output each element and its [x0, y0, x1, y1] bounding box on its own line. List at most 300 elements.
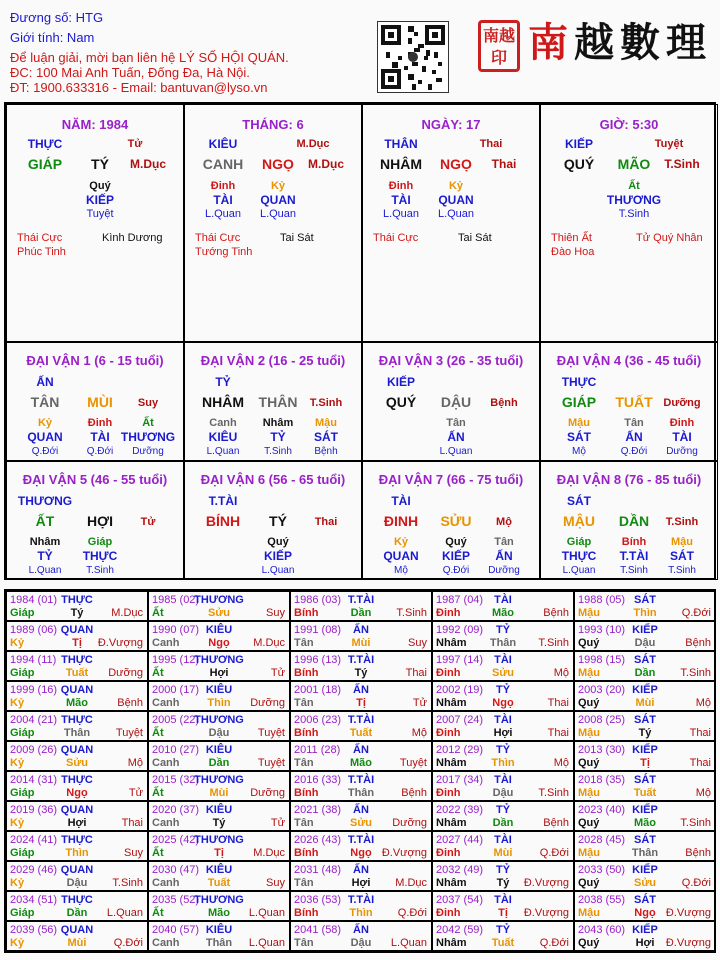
qr-module — [436, 78, 442, 82]
dv-hidden-state: L.Quan — [206, 446, 240, 457]
year-god: KIẾP — [632, 684, 658, 696]
year-state: L.Quan — [390, 937, 427, 949]
pillar-title: NGÀY: 17 — [421, 117, 481, 132]
year-state: Q.Đới — [539, 937, 569, 949]
pillar-cell — [184, 104, 362, 342]
year-god: QUAN — [60, 804, 94, 816]
year-state: Q.Đới — [539, 847, 569, 859]
year-state: Q.Đới — [397, 907, 427, 919]
dv-hidden-stem: Bính — [621, 536, 647, 548]
dv-hidden-god: SÁT — [567, 430, 591, 444]
year-stem: Kỷ — [10, 637, 25, 649]
year-stem: Canh — [152, 817, 180, 829]
year-god: THƯƠNG — [194, 594, 244, 606]
year-state: Dưỡng — [108, 667, 143, 679]
year-state: T.Sinh — [112, 877, 143, 889]
year-stem: Canh — [152, 697, 180, 709]
dai-van-god: TÀI — [391, 494, 411, 508]
year-branch: Ngọ — [634, 907, 656, 919]
year-branch: Mão — [634, 817, 656, 829]
dv-hidden-god: SÁT — [670, 549, 694, 563]
dv-hidden-stem: Đinh — [87, 417, 113, 429]
year-branch: Tuất — [207, 877, 231, 889]
year-stem: Quý — [578, 697, 600, 709]
year-branch: Sửu — [491, 667, 515, 679]
year-state: Mộ — [127, 757, 143, 769]
year-state: Dưỡng — [250, 697, 285, 709]
year-branch: Mão — [350, 757, 372, 769]
year-branch: Dậu — [492, 787, 514, 799]
year-cell — [574, 591, 716, 621]
dv-hidden-state: Dưỡng — [666, 446, 698, 457]
earthly-branch: MÃO — [617, 156, 651, 172]
year-stem: Tân — [294, 757, 314, 769]
year-cell — [574, 741, 716, 771]
dv-hidden-stem: Quý — [445, 536, 467, 548]
year-stem: Canh — [152, 757, 180, 769]
year-cell — [574, 831, 716, 861]
year-branch: Thân — [489, 637, 517, 649]
dai-van-cell — [362, 461, 540, 580]
qr-module — [408, 38, 412, 44]
year-label: 2043 (60) — [578, 924, 626, 936]
year-cell — [148, 801, 290, 831]
year-state: Đ.Vượng — [381, 847, 427, 859]
year-cell — [432, 681, 574, 711]
year-label: 2022 (39) — [436, 804, 484, 816]
year-branch: Tuất — [349, 727, 373, 739]
year-cell — [574, 921, 716, 951]
year-branch: Mão — [208, 907, 230, 919]
year-label: 1984 (01) — [10, 594, 58, 606]
hidden-god: QUAN — [438, 193, 474, 207]
year-cell — [148, 771, 290, 801]
dv-hidden-god: ẤN — [495, 549, 513, 563]
year-branch: Thìn — [349, 907, 373, 919]
year-god: KIẾP — [632, 924, 658, 936]
year-label: 1985 (02) — [152, 594, 200, 606]
year-label: 2035 (52) — [152, 894, 200, 906]
year-cell — [574, 711, 716, 741]
hidden-stem: Ất — [628, 180, 640, 192]
year-label: 2006 (23) — [294, 714, 342, 726]
year-god: KIÊU — [205, 864, 233, 876]
year-label: 1990 (07) — [152, 624, 200, 636]
gender: Giới tính: Nam — [10, 30, 95, 45]
year-state: L.Quan — [248, 937, 285, 949]
year-stem: Ất — [152, 667, 164, 679]
brand-char: 越 — [574, 19, 614, 66]
year-branch: Sửu — [207, 607, 231, 619]
year-god: SÁT — [634, 594, 656, 606]
year-label: 2000 (17) — [152, 684, 200, 696]
year-cell — [432, 921, 574, 951]
qr-module — [408, 74, 414, 80]
year-stem: Mậu — [578, 847, 600, 859]
year-state: Tuyệt — [257, 727, 285, 739]
brand-char: 理 — [666, 19, 706, 66]
dv-hidden-stem: Mậu — [671, 536, 693, 548]
qr-code[interactable] — [377, 21, 449, 93]
special-star: Thái Cực — [373, 232, 419, 244]
year-label: 2004 (21) — [10, 714, 58, 726]
year-god: TỶ — [495, 684, 511, 696]
year-branch: Tuất — [65, 667, 89, 679]
year-god: KIÊU — [205, 804, 233, 816]
year-stem: Mậu — [578, 787, 600, 799]
dv-hidden-stem: Mậu — [315, 417, 337, 429]
year-branch: Thìn — [207, 697, 231, 709]
dv-hidden-stem: Tân — [494, 536, 514, 548]
year-branch: Ngọ — [350, 847, 372, 859]
year-branch: Dậu — [634, 637, 656, 649]
year-branch: Dậu — [208, 727, 230, 739]
hidden-state: L.Quan — [437, 208, 475, 220]
year-stem: Kỷ — [10, 817, 25, 829]
qr-module — [432, 70, 436, 74]
year-cell — [6, 831, 148, 861]
year-god: T.TÀI — [347, 654, 375, 666]
year-branch: Tị — [498, 907, 508, 919]
yearly-table — [4, 589, 716, 953]
year-god: SÁT — [634, 774, 656, 786]
year-stem: Quý — [578, 877, 600, 889]
qr-module — [398, 56, 402, 60]
earthly-branch: NGỌ — [440, 156, 472, 172]
year-label: 2028 (45) — [578, 834, 626, 846]
year-god: THƯƠNG — [194, 654, 244, 666]
year-cell — [290, 711, 432, 741]
year-god: KIÊU — [205, 744, 233, 756]
qr-module — [414, 32, 418, 36]
year-god: KIẾP — [632, 864, 658, 876]
dai-van-title: ĐẠI VẬN 3 (26 - 35 tuổi) — [378, 353, 524, 368]
year-cell — [432, 891, 574, 921]
year-label: 2036 (53) — [294, 894, 342, 906]
year-god: TÀI — [494, 714, 512, 726]
pillar-state: M.Dục — [296, 138, 330, 150]
year-state: Dưỡng — [250, 787, 285, 799]
pillar-title: GIỜ: 5:30 — [599, 117, 659, 132]
dv-hidden-state: Q.Đới — [86, 446, 114, 457]
year-god: TỶ — [495, 744, 511, 756]
year-god: THỰC — [61, 594, 93, 606]
year-branch: Tị — [356, 697, 366, 709]
year-state: Đ.Vượng — [523, 907, 569, 919]
year-stem: Mậu — [578, 607, 600, 619]
dai-van-title: ĐẠI VẬN 1 (6 - 15 tuổi) — [26, 353, 164, 368]
year-cell — [148, 921, 290, 951]
year-god: QUAN — [60, 924, 94, 936]
year-label: 2029 (46) — [10, 864, 58, 876]
year-branch: Tý — [496, 877, 510, 889]
hidden-god: TÀI — [213, 193, 233, 207]
year-state: Suy — [266, 877, 285, 889]
year-god: TỶ — [495, 624, 511, 636]
year-branch: Tị — [640, 757, 650, 769]
dai-van-state: Thai — [314, 516, 338, 528]
year-stem: Tân — [294, 637, 314, 649]
dv-hidden-god: QUAN — [27, 430, 63, 444]
special-star: Tướng Tinh — [195, 246, 253, 258]
dai-van-stem: TÂN — [30, 394, 60, 410]
qr-module — [426, 50, 430, 56]
qr-module — [422, 66, 426, 72]
year-label: 1989 (06) — [10, 624, 58, 636]
pillar-title: THÁNG: 6 — [242, 117, 304, 132]
year-state: Bệnh — [685, 847, 711, 859]
dv-hidden-state: T.Sinh — [620, 565, 648, 576]
dai-van-branch: THÂN — [258, 394, 298, 410]
dv-hidden-state: Dưỡng — [132, 446, 164, 457]
dv-hidden-state: L.Quan — [28, 565, 62, 576]
year-label: 2005 (22) — [152, 714, 200, 726]
hidden-god: QUAN — [260, 193, 296, 207]
year-god: ẤN — [353, 624, 369, 636]
year-branch: Dần — [634, 667, 656, 679]
year-branch: Ngọ — [66, 787, 88, 799]
year-god: TÀI — [494, 834, 512, 846]
year-state: L.Quan — [106, 907, 143, 919]
special-star: Kình Dương — [102, 232, 163, 244]
dai-van-state: T.Sinh — [665, 516, 699, 528]
year-cell — [290, 921, 432, 951]
special-star: Tai Sát — [280, 232, 314, 244]
year-stem: Quý — [578, 637, 600, 649]
year-label: 2016 (33) — [294, 774, 342, 786]
year-label: 1991 (08) — [294, 624, 342, 636]
year-cell — [290, 771, 432, 801]
dv-hidden-god: TÀI — [672, 430, 692, 444]
year-state: Bệnh — [543, 817, 569, 829]
year-god: TÀI — [494, 894, 512, 906]
brand-char: 南 — [528, 19, 568, 66]
special-star: Tai Sát — [458, 232, 492, 244]
year-branch: Ngọ — [492, 697, 514, 709]
dv-hidden-god: THƯƠNG — [120, 430, 176, 444]
year-branch: Sửu — [349, 817, 373, 829]
year-god: T.TÀI — [347, 714, 375, 726]
pillar-state: Thai — [479, 138, 503, 150]
dai-van-stem: MẬU — [563, 513, 595, 529]
dai-van-god: THỰC — [561, 375, 597, 389]
year-stem: Bính — [294, 787, 319, 799]
year-label: 2031 (48) — [294, 864, 342, 876]
year-cell — [432, 801, 574, 831]
dai-van-cell — [540, 461, 718, 580]
year-god: THỰC — [61, 774, 93, 786]
year-branch: Dần — [492, 817, 514, 829]
year-state: T.Sinh — [396, 607, 427, 619]
hidden-stem: Kỷ — [448, 180, 464, 192]
year-cell — [574, 801, 716, 831]
dv-hidden-state: T.Sinh — [86, 565, 114, 576]
year-label: 2018 (35) — [578, 774, 626, 786]
pillar-god: KIẾP — [564, 137, 594, 151]
year-branch: Sửu — [633, 877, 657, 889]
year-god: TÀI — [494, 654, 512, 666]
year-branch: Thân — [631, 847, 659, 859]
branch-state: M.Dục — [130, 157, 166, 171]
year-state: Dưỡng — [392, 817, 427, 829]
year-cell — [6, 771, 148, 801]
dai-van-god: TỶ — [215, 375, 231, 389]
dv-hidden-state: T.Sinh — [264, 446, 292, 457]
year-cell — [290, 651, 432, 681]
year-branch: Mùi — [493, 847, 513, 859]
year-cell — [290, 681, 432, 711]
year-cell — [6, 621, 148, 651]
year-stem: Tân — [294, 937, 314, 949]
dai-van-state: Suy — [137, 397, 159, 409]
year-god: THỰC — [61, 714, 93, 726]
year-stem: Bính — [294, 667, 319, 679]
dai-van-cell — [362, 342, 540, 461]
year-state: Tử — [270, 667, 285, 679]
year-god: KIẾP — [632, 744, 658, 756]
year-branch: Thìn — [65, 847, 89, 859]
dai-van-title: ĐẠI VẬN 5 (46 - 55 tuổi) — [22, 472, 168, 487]
year-state: L.Quan — [248, 907, 285, 919]
hidden-god: THƯƠNG — [606, 193, 662, 207]
year-state: T.Sinh — [538, 637, 569, 649]
year-branch: Thân — [205, 937, 233, 949]
year-label: 1994 (11) — [10, 654, 57, 666]
dai-van-branch: HỢI — [87, 513, 113, 529]
year-label: 2025 (42) — [152, 834, 200, 846]
year-label: 2030 (47) — [152, 864, 200, 876]
year-state: Đ.Vượng — [665, 937, 711, 949]
year-label: 1999 (16) — [10, 684, 58, 696]
year-label: 1992 (09) — [436, 624, 484, 636]
year-stem: Nhâm — [436, 637, 467, 649]
year-god: TỶ — [495, 924, 511, 936]
year-label: 2021 (38) — [294, 804, 342, 816]
year-label: 2037 (54) — [436, 894, 484, 906]
dv-hidden-god: TỶ — [270, 430, 286, 444]
dai-van-cell — [6, 342, 184, 461]
year-stem: Quý — [578, 937, 600, 949]
dv-hidden-god: KIẾP — [263, 549, 293, 563]
special-star: Thái Cực — [17, 232, 63, 244]
year-god: KIÊU — [205, 624, 233, 636]
year-label: 2020 (37) — [152, 804, 200, 816]
year-cell — [6, 801, 148, 831]
year-cell — [574, 621, 716, 651]
year-stem: Mậu — [578, 727, 600, 739]
year-label: 1996 (13) — [294, 654, 342, 666]
year-cell — [148, 861, 290, 891]
year-branch: Mão — [492, 607, 514, 619]
hidden-god: KIẾP — [85, 193, 115, 207]
year-stem: Canh — [152, 877, 180, 889]
year-stem: Nhâm — [436, 817, 467, 829]
year-god: T.TÀI — [347, 834, 375, 846]
special-star: Thiên Ất — [551, 232, 592, 244]
year-cell — [574, 651, 716, 681]
year-god: ẤN — [353, 744, 369, 756]
year-state: Tuyệt — [399, 757, 427, 769]
year-label: 2010 (27) — [152, 744, 200, 756]
year-stem: Ất — [152, 727, 164, 739]
year-cell — [432, 711, 574, 741]
year-label: 2033 (50) — [578, 864, 626, 876]
year-stem: Kỷ — [10, 937, 25, 949]
dv-hidden-stem: Nhâm — [262, 417, 294, 429]
dai-van-state: Dưỡng — [663, 397, 701, 409]
brand-logo — [520, 10, 720, 80]
year-cell — [6, 651, 148, 681]
year-state: Tử — [270, 817, 285, 829]
pillar-cell — [362, 104, 540, 342]
year-stem: Đinh — [436, 907, 461, 919]
year-god: SÁT — [634, 654, 656, 666]
year-state: Mộ — [695, 697, 711, 709]
year-label: 2015 (32) — [152, 774, 200, 786]
year-label: 2042 (59) — [436, 924, 484, 936]
hidden-state: L.Quan — [204, 208, 242, 220]
branch-state: T.Sinh — [664, 157, 700, 171]
year-cell — [574, 681, 716, 711]
year-branch: Tị — [214, 847, 224, 859]
year-branch: Mùi — [351, 637, 371, 649]
year-stem: Giáp — [10, 787, 35, 799]
year-state: Suy — [408, 637, 427, 649]
dv-hidden-state: Q.Đới — [442, 565, 470, 576]
qr-module — [404, 66, 408, 70]
year-state: Mộ — [553, 667, 569, 679]
dv-hidden-state: L.Quan — [439, 446, 473, 457]
year-branch: Mùi — [67, 937, 87, 949]
year-cell — [6, 891, 148, 921]
dai-van-branch: TÝ — [269, 513, 287, 529]
year-cell — [432, 861, 574, 891]
year-stem: Nhâm — [436, 757, 467, 769]
year-branch: Ngọ — [208, 637, 230, 649]
year-label: 2026 (43) — [294, 834, 342, 846]
qr-module — [412, 84, 416, 90]
dai-van-stem: ĐINH — [383, 513, 419, 529]
year-branch: Mùi — [635, 697, 655, 709]
hidden-god: TÀI — [391, 193, 411, 207]
dai-van-stem: QUÝ — [385, 394, 417, 410]
year-state: Thai — [405, 667, 427, 679]
year-label: 2009 (26) — [10, 744, 58, 756]
qr-module — [434, 52, 438, 58]
dai-van-branch: TUẤT — [615, 394, 653, 410]
year-label: 2038 (55) — [578, 894, 626, 906]
year-stem: Nhâm — [436, 937, 467, 949]
dai-van-branch: DẦN — [618, 513, 650, 529]
dai-van-title: ĐẠI VẬN 6 (56 - 65 tuổi) — [200, 472, 346, 487]
year-god: QUAN — [60, 744, 94, 756]
year-stem: Bính — [294, 907, 319, 919]
dai-van-title: ĐẠI VẬN 4 (36 - 45 tuổi) — [556, 353, 702, 368]
year-branch: Thìn — [633, 607, 657, 619]
special-star: Thái Cực — [195, 232, 241, 244]
dv-hidden-state: L.Quan — [562, 565, 596, 576]
year-stem: Giáp — [10, 667, 35, 679]
year-cell — [432, 621, 574, 651]
dv-hidden-state: T.Sinh — [668, 565, 696, 576]
red-seal-stamp: 南越 印 — [478, 20, 520, 72]
earthly-branch: NGỌ — [262, 156, 294, 172]
year-god: ẤN — [353, 864, 369, 876]
phone-email-line: ĐT: 1900.633316 - Email: bantuvan@lyso.vn — [10, 80, 268, 95]
year-god: TÀI — [494, 774, 512, 786]
year-cell — [148, 741, 290, 771]
qr-module — [386, 52, 390, 58]
